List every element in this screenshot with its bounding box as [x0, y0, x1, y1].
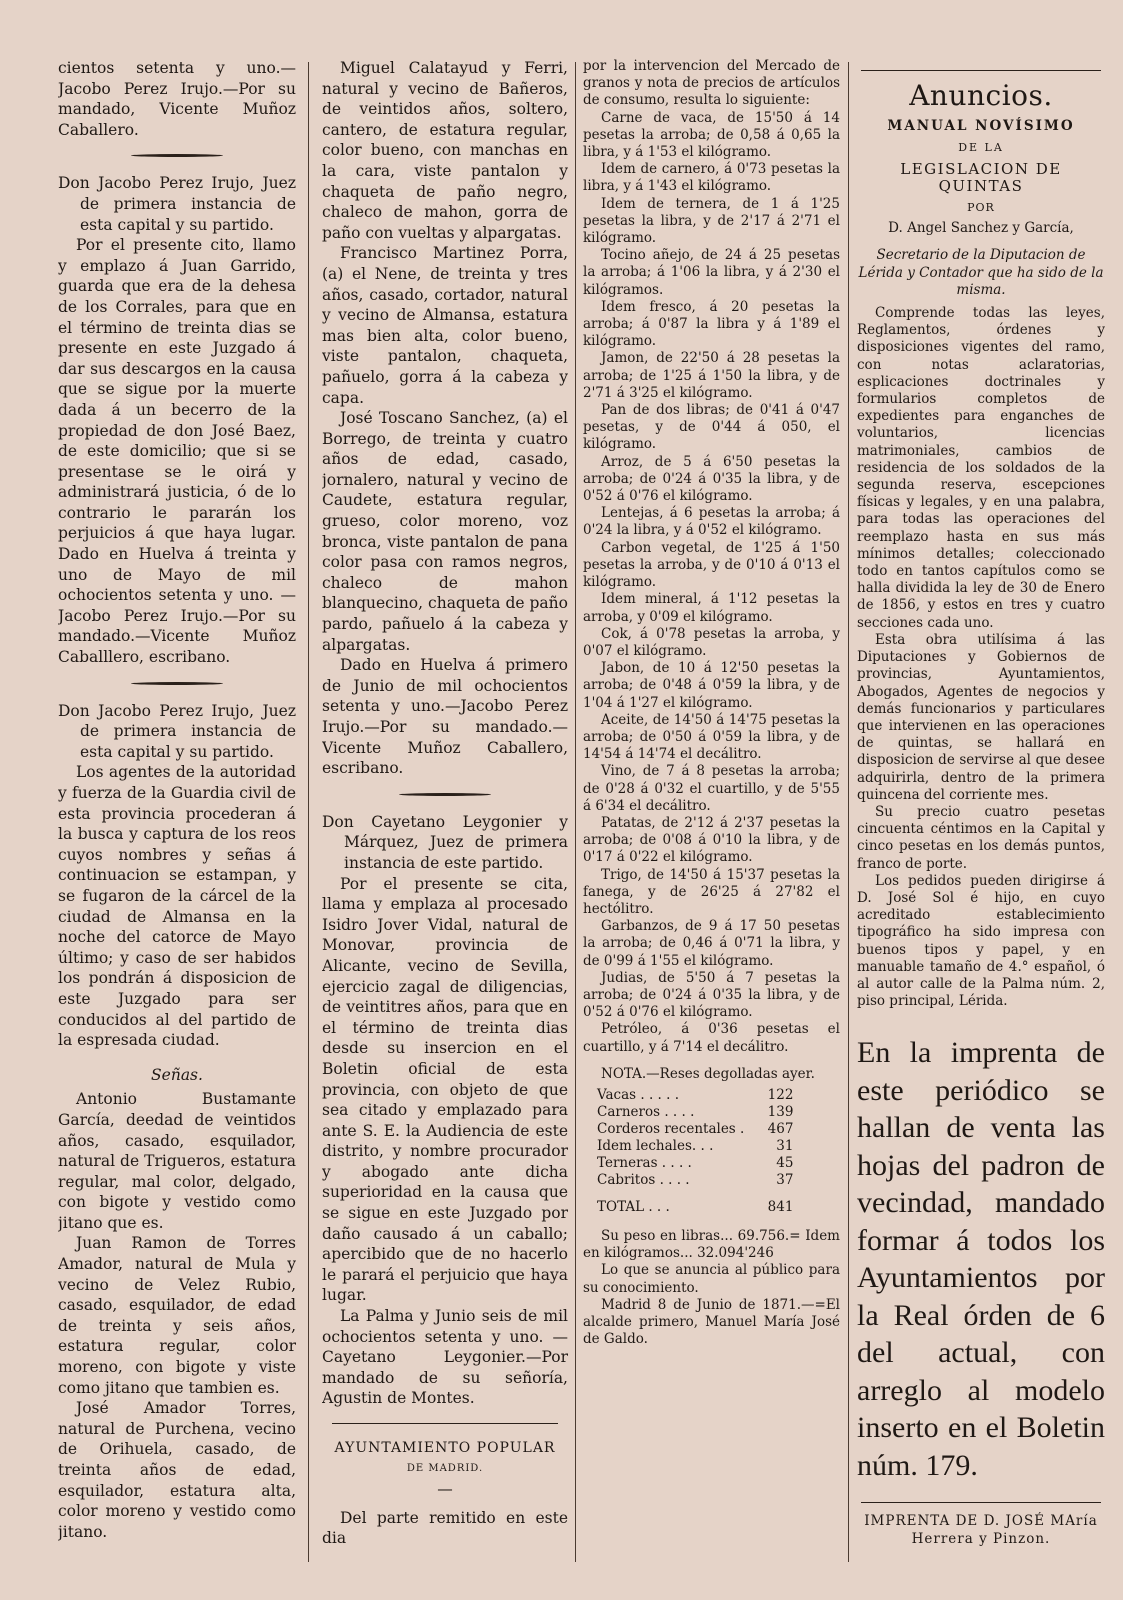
- paragraph: José Amador Torres, natural de Purchena, vecino de Orihuela, casado, de treinta años de edad, esquilador, estatura alta, color moreno y vestido como jitano.: [58, 1399, 296, 1541]
- price-item: Idem mineral, á 1'12 pesetas la arroba, y 0'09 el kilógramo.: [583, 591, 840, 625]
- column-3: [583, 58, 840, 1348]
- paragraph: Los pedidos pueden dirigirse á D. José Sol é hijo, en cuyo acreditado establecimiento tipográfico ha sido impresa con buenos tipos y papel, y en manuable tamaño de 4.° español, ó al autor calle de la Palma núm. 2, piso principal, Lérida.: [857, 872, 1105, 1010]
- price-item: Carne de vaca, de 15'50 á 14 pesetas la arroba; de 0,58 á 0,65 la libra, y á 1'53 el kilógramo.: [583, 109, 840, 161]
- section-title: AYUNTAMIENTO POPULAR: [334, 1440, 556, 1456]
- paragraph: Esta obra utilísima á las Diputaciones y Gobiernos de provincias, Ayuntamientos, Abogados, Agentes de negocios y demás funcionarios y particulares que intervienen en las operaciones de quintas, se hallará en disposicion de servirse al que desee adquirirla, dentro de la primera quincena del corriente mes.: [857, 631, 1105, 803]
- paragraph: Juan Ramon de Torres Amador, natural de Mula y vecino de Velez Rubio, casado, esquilador, de edad de treinta y seis años, estatura regular, color moreno, con bigote y viste como jitano que tambien es.: [58, 1234, 296, 1397]
- price-item: Carbon vegetal, de 1'25 á 1'50 pesetas la arroba, y de 0'10 á 0'13 el kilógramo.: [583, 539, 840, 591]
- stat-label: Vacas . . . . .: [597, 1086, 680, 1103]
- printer-imprint: IMPRENTA DE D. JOSÉ MAría Herrera y Pinzon.: [864, 1513, 1098, 1547]
- price-item: Tocino añejo, de 24 á 25 pesetas la arroba; á 1'06 la libra, y á 2'30 el kilógramos.: [583, 247, 840, 298]
- stat-value: 122: [767, 1086, 794, 1103]
- price-item: Jabon, de 10 á 12'50 pesetas la arroba; de 0'48 á 0'59 la libra, y de 1'04 á 1'27 el kilógramo.: [583, 660, 840, 711]
- paragraph: por la intervencion del Mercado de granos y nota de precios de artículos de consumo, resulta lo siguiente:: [583, 58, 840, 109]
- price-item: Jamon, de 22'50 á 28 pesetas la arroba; de 1'25 á 1'50 la libra, y de 2'71 á 3'25 el kilógramo.: [583, 350, 840, 401]
- page-title: Anuncios.: [909, 79, 1053, 112]
- ad-subtitle: LEGISLACION DE QUINTAS: [900, 159, 1062, 195]
- edict-body: Por el presente se cita, llama y emplaza al procesado Isidro Jover Vidal, natural de Monovar, provincia de Alicante, vecino de Sevilla, ejercicio zagal de diligencias, de veintitres años, para que en el término de treinta dias desde su insercion en el Boletin oficial de esta provincia, con objeto de que sea citado y emplazado para ante S. E. la Audiencia de este distrito, y nombre procurador y abogado ante dicha superioridad en la causa que se sigue en este Juzgado por daño causado á un caballo; apercibido que de no hacerlo le parará el perjuicio que haya lugar.: [322, 874, 568, 1305]
- stat-label: Idem lechales. . .: [597, 1137, 714, 1154]
- ad-title: MANUAL NOVÍSIMO: [887, 118, 1075, 135]
- column-divider: [575, 62, 576, 1562]
- table-row: [597, 1172, 833, 1189]
- price-item: Idem fresco, á 20 pesetas la arroba; á 0'87 la libra y á 1'89 el kilógramo.: [583, 298, 840, 350]
- price-item: Aceite, de 14'50 á 14'75 pesetas la arroba; de 0'50 á 0'59 la libra, y de 14'54 á 14'74 el decálitro.: [583, 711, 840, 763]
- ornamental-rule: [131, 682, 223, 685]
- section-heading: Señas.: [151, 1065, 203, 1084]
- separator-rule: [332, 1423, 558, 1424]
- paragraph: cientos setenta y uno.—Jacobo Perez Irujo.—Por su mandado, Vicente Muñoz Caballero.: [58, 59, 296, 139]
- paragraph: Lo que se anuncia al público para su conocimiento.: [583, 1262, 840, 1296]
- paragraph: Miguel Calatayud y Ferri, natural y vecino de Bañeros, de veintidos años, soltero, cantero, de estatura regular, color bueno, con manchas en la cara, viste pantalon y chaqueta de paño negro, chaleco de mahon, gorra de paño con vueltas y alpargatas.: [322, 59, 568, 242]
- paragraph: Antonio Bustamante García, deedad de veintidos años, casado, esquilador, natural de Trigueros, estatura regular, mal color, delgado, con bigote y vestido como jitano que es.: [58, 1090, 296, 1232]
- paragraph: Su precio cuatro pesetas cincuenta céntimos en la Capital y cinco pesetas en los demás puntos, franco de porte.: [857, 803, 1105, 872]
- column-divider: [848, 62, 849, 1562]
- paragraph: Dado en Huelva á primero de Junio de mil ochocientos setenta y uno.—Jacobo Perez Irujo.—Por su mandado.—Vicente Muñoz Caballero, escribano.: [322, 656, 568, 778]
- table-row: [597, 1121, 833, 1138]
- paragraph: Francisco Martinez Porra, (a) el Nene, de treinta y tres años, casado, cortador, natural y vecino de Almansa, estatura mas bien alta, color bueno, viste pantalon, chaqueta, pañuelo, gorra á la cabeza y capa.: [322, 244, 568, 407]
- ornamental-rule: [399, 793, 491, 796]
- table-row: [597, 1104, 833, 1121]
- separator-rule: [861, 70, 1101, 71]
- dash: —: [437, 1480, 453, 1499]
- column-divider: [308, 62, 309, 1562]
- price-item: Idem de ternera, de 1 á 1'25 pesetas la libra, y de 2'17 á 2'71 el kilógramo.: [583, 195, 840, 247]
- table-row: [597, 1138, 833, 1155]
- column-2: [322, 58, 568, 1549]
- price-item: Vino, de 7 á 8 pesetas la arroba; de 0'28 á 0'32 el cuartillo, y de 5'55 á 6'34 el decálitro.: [583, 763, 840, 814]
- ad-author-role: Secretario de la Diputacion de Lérida y Contador que ha sido de la misma.: [858, 247, 1104, 298]
- nota: NOTA.—Reses degolladas ayer.: [601, 1065, 815, 1082]
- price-item: Pan de dos libras; de 0'41 á 0'47 pesetas, y de 0'44 á 050, el kilógramo.: [583, 402, 840, 453]
- ad-subtitle: POR: [967, 201, 995, 215]
- stat-value: 139: [767, 1103, 794, 1120]
- stat-value: 37: [776, 1171, 794, 1188]
- stat-label: Cabritos . . . .: [597, 1171, 690, 1188]
- price-item: Petróleo, á 0'36 pesetas el cuartillo, y á 7'14 el decálitro.: [583, 1021, 840, 1055]
- livestock-table: [597, 1087, 833, 1216]
- ad-subtitle: DE LA: [958, 141, 1004, 155]
- price-item: Lentejas, á 6 pesetas la arroba; á 0'24 la libra, y á 0'52 el kilógramo.: [583, 505, 840, 539]
- total-label: TOTAL . . .: [597, 1198, 670, 1215]
- stat-label: Carneros . . . .: [597, 1103, 695, 1120]
- edict-heading: Don Jacobo Perez Irujo, Juez de primera instancia de esta capital y su partido.: [58, 174, 296, 234]
- price-item: Trigo, de 14'50 á 15'37 pesetas la fanega, y de 26'25 á 27'82 el hectólitro.: [583, 866, 840, 917]
- price-item: Patatas, de 2'12 á 2'37 pesetas la arroba; de 0'08 á 0'10 la libra, y de 0'17 á 0'22 el kilógramo.: [583, 814, 840, 866]
- stat-value: 45: [776, 1154, 794, 1171]
- paragraph: La Palma y Junio seis de mil ochocientos setenta y uno. —Cayetano Leygonier.—Por mandado de su señoría, Agustin de Montes.: [322, 1307, 568, 1408]
- section-subtitle: DE MADRID.: [406, 1462, 484, 1474]
- edict-body: Los agentes de la autoridad y fuerza de la Guardia civil de esta provincia procederan á la busca y captura de los reos cuyos nombres y señas á continuacion se estampan, y se fugaron de la cárcel de la ciudad de Almansa en la noche del catorce de Mayo último; y caso de ser habidos los pondrán á disposicion de este Juzgado para ser conducidos al del partido de la espresada ciudad.: [58, 763, 296, 1050]
- edict-heading: Don Jacobo Perez Irujo, Juez de primera instancia de esta capital y su partido.: [58, 701, 296, 761]
- large-notice: En la imprenta de este periódico se hallan de venta las hojas del padron de vecindad, mandado formar á todos los Ayuntamientos por la Real órden de 6 del actual, con arreglo al modelo inserto en el Boletin núm. 179.: [857, 1036, 1105, 1482]
- edict-heading: Don Cayetano Leygonier y Márquez, Juez de primera instancia de este partido.: [322, 812, 568, 872]
- table-row: [597, 1189, 833, 1216]
- table-row: [597, 1087, 833, 1104]
- table-row: [597, 1155, 833, 1172]
- price-item: Arroz, de 5 á 6'50 pesetas la arroba; de 0'24 á 0'35 la libra, y de 0'52 á 0'76 el kilógramo.: [583, 453, 840, 505]
- price-item: Garbanzos, de 9 á 17 50 pesetas la arroba; de 0,46 á 0'71 la libra, y de 0'99 á 1'55 el kilógramo.: [583, 918, 840, 969]
- ad-author: D. Angel Sanchez y García,: [888, 220, 1074, 237]
- price-item: Idem de carnero, á 0'73 pesetas la libra, y á 1'43 el kilógramo.: [583, 161, 840, 195]
- ornamental-rule: [131, 154, 223, 157]
- edict-body: Por el presente cito, llamo y emplazo á Juan Garrido, guarda que era de la dehesa de los Corrales, para que en el término de treinta dias se presente en este Juzgado á dar sus descargos en la causa que se sigue por la muerte dada á un becerro de la propiedad de don José Baez, de este domicilio; que si se presentase se le oirá y administrará justicia, ó de lo contrario le pararán los perjuicios á que haya lugar. Dado en Huelva á treinta y uno de Mayo de mil ochocientos setenta y uno. —Jacobo Perez Irujo.—Por su mandado.—Vicente Muñoz Caballlero, escribano.: [58, 236, 296, 667]
- stat-value: 467: [767, 1120, 794, 1137]
- price-item: Cok, á 0'78 pesetas la arroba, y 0'07 el kilógramo.: [583, 625, 840, 659]
- total-value: 841: [767, 1198, 794, 1215]
- stat-value: 31: [776, 1137, 794, 1154]
- separator-rule: [861, 1502, 1101, 1503]
- column-1: [58, 58, 296, 1542]
- price-item: Judias, de 5'50 á 7 pesetas la arroba; de 0'24 á 0'35 la libra, y de 0'52 á 0'76 el kilógramo.: [583, 969, 840, 1021]
- paragraph: José Toscano Sanchez, (a) el Borrego, de treinta y cuatro años de edad, casado, jornalero, natural y vecino de Caudete, estatura regular, grueso, color moreno, voz bronca, viste pantalon de pana color pasa con ramos negros, chaleco de mahon blanquecino, chaqueta de paño pardo, pañuelo á la cabeza y alpargatas.: [322, 409, 568, 654]
- paragraph: Del parte remitido en este dia: [322, 1508, 568, 1548]
- paragraph: Comprende todas las leyes, Reglamentos, órdenes y disposiciones vigentes del ramo, con notas aclaratorias, esplicaciones doctrinales y formularios completos de expedientes para enganches de voluntarios, licencias matrimoniales, cambios de residencia de los soldados de la segunda reserva, escepciones físicas y legales, y en una palabra, para todas las operaciones del reemplazo hasta en sus más mínimos detalles; coleccionado todo en tantos capítulos como se halla dividida la ley de 30 de Enero de 1856, y estos en tres y cuatro secciones cada uno.: [857, 305, 1105, 631]
- paragraph: Madrid 8 de Junio de 1871.—=El alcalde primero, Manuel María José de Galdo.: [583, 1296, 840, 1348]
- stat-label: Corderos recentales .: [597, 1120, 745, 1137]
- stat-label: Terneras . . . .: [597, 1154, 692, 1171]
- paragraph: Su peso en libras... 69.756.= Idem en kilógramos... 32.094'246: [583, 1227, 840, 1262]
- column-4: [857, 58, 1105, 1548]
